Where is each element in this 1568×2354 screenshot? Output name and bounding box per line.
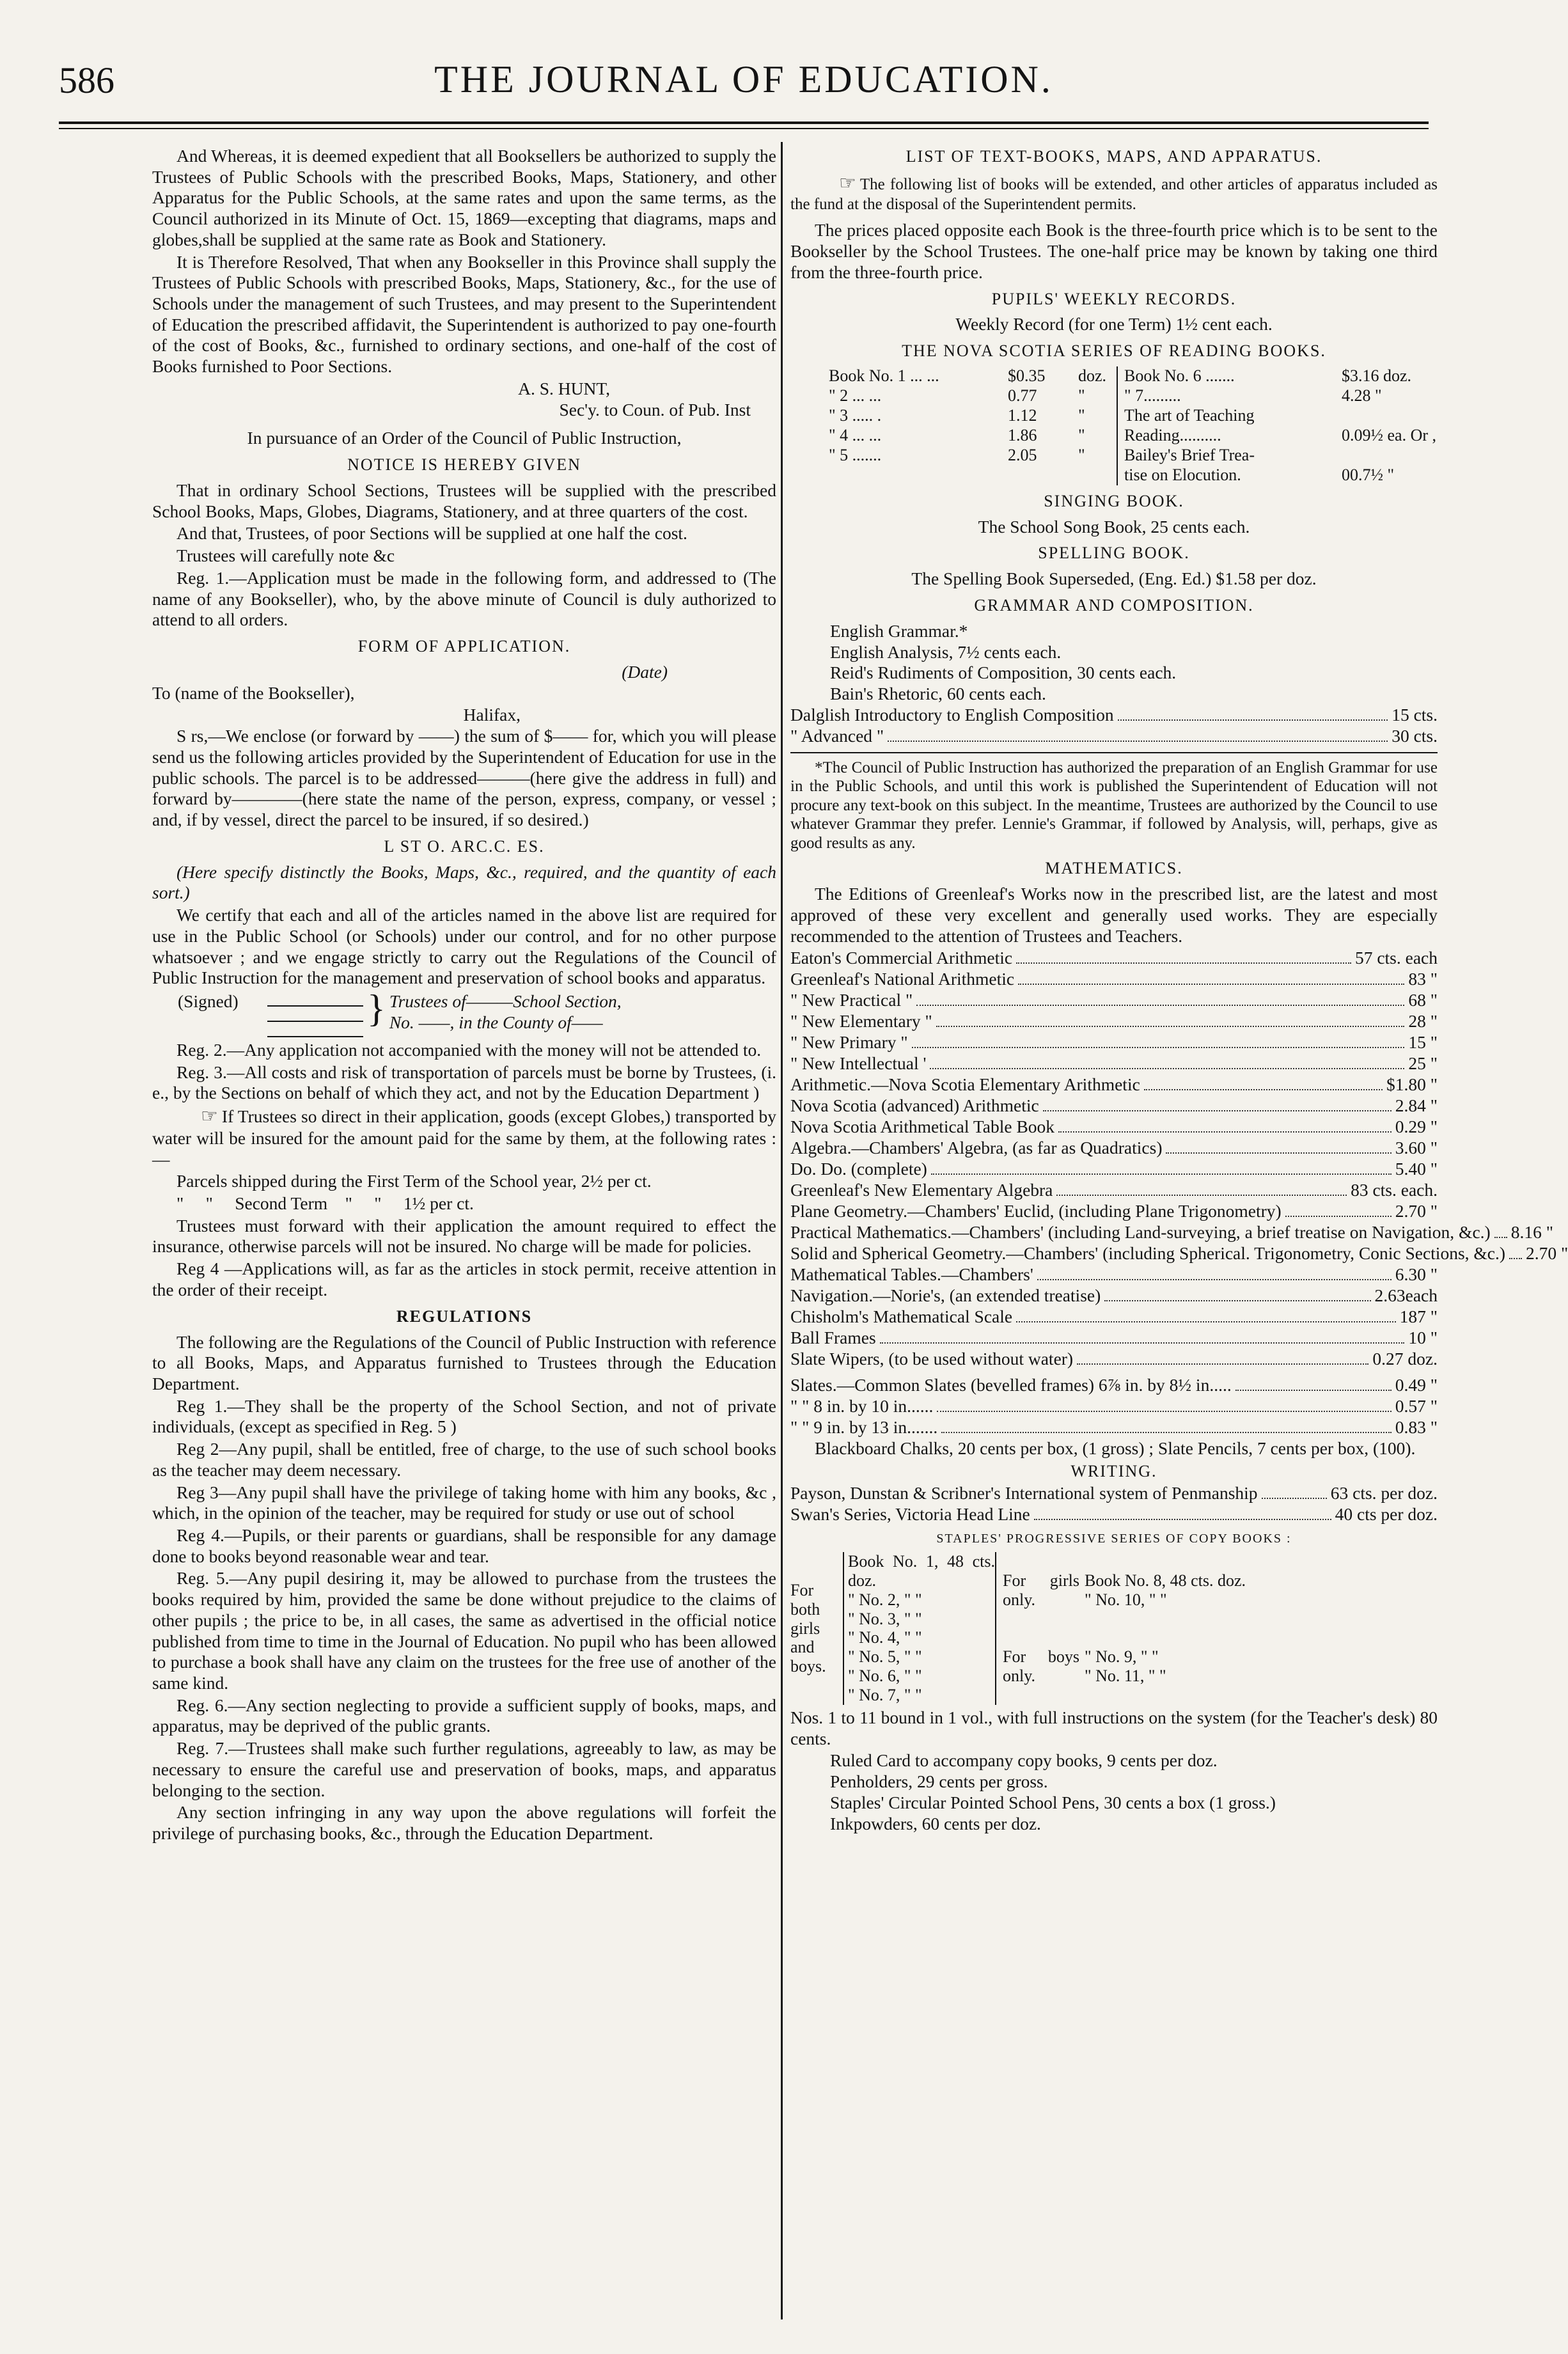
slate-item-price: 0.49 " (1395, 1375, 1438, 1395)
dot-leader (1262, 1498, 1327, 1499)
page-header (59, 52, 1429, 114)
signature-brace: } (367, 987, 386, 1030)
nova-scotia-series-heading: THE NOVA SCOTIA SERIES OF READING BOOKS. (902, 341, 1326, 361)
reader-row (1124, 406, 1438, 426)
math-item-price: 3.60 " (1395, 1138, 1438, 1158)
writing-item-row (790, 1504, 1438, 1525)
math-item-row (790, 1264, 1438, 1285)
weekly-record-line: Weekly Record (for one Term) 1½ cent each. (955, 314, 1273, 334)
dot-leader (1043, 1110, 1392, 1111)
copy-book-item: Book No. 1, 48 cts. doz. (848, 1551, 995, 1590)
misc-supply-item: Ruled Card to accompany copy books, 9 cents per doz. (830, 1750, 1218, 1771)
copy-book-item: " No. 9, " " (1085, 1647, 1159, 1667)
reader-label: The art of Teaching (1124, 406, 1255, 425)
blackboard-line: Blackboard Chalks, 20 cents per box, (1 gross) ; Slate Pencils, 7 cents per box, (100). (815, 1438, 1416, 1459)
math-item-price: 0.27 doz. (1372, 1349, 1438, 1369)
math-item-row (790, 1095, 1438, 1117)
column-divider (781, 142, 783, 2319)
list-heading: L ST O. ARC.C. ES. (384, 836, 545, 856)
grammar-item: English Grammar.* (830, 621, 968, 641)
trustees-forward-paragraph: Trustees must forward with their application the amount required to effect the insurance, otherwise parcels will not be insured. No charge will be made for policies. (152, 1215, 776, 1257)
grammar-item: Bain's Rhetoric, 60 cents each. (830, 684, 1046, 704)
notice-paragraph-2: And that, Trustees, of poor Sections will be supplied at one half the cost. (176, 523, 687, 544)
reader-price (1342, 406, 1438, 426)
reader-label: Reading.......... (1124, 425, 1221, 444)
reading-books-left (790, 366, 1117, 485)
math-item-row (790, 948, 1438, 969)
dot-leader (1509, 1258, 1522, 1259)
math-item-label: Nova Scotia (advanced) Arithmetic (790, 1095, 1039, 1116)
slate-item-label: Slates.—Common Slates (bevelled frames) 6⅞ in. by 8½ in..... (790, 1375, 1232, 1395)
insurance-paragraph (152, 1105, 776, 1170)
nos-line: Nos. 1 to 11 bound in 1 vol., with full instructions on the system (for the Teacher's desk) 80 cents. (790, 1707, 1438, 1748)
math-item-price: 10 " (1408, 1328, 1438, 1348)
whereas-paragraph: And Whereas, it is deemed expedient that all Booksellers be authorized to supply the Trustees of Public Schools with the prescribed Books, Maps, Stationery, and other Apparatus for the Public Schools, at the same rates and upon the same terms, as the Council authorized in its Minute of Oct. 15, 1869—excepting that diagrams, maps and globes,shall be supplied at the same rate as Book and Stationery. (152, 146, 776, 249)
footnote-rule (790, 752, 1438, 753)
grammar-item: Reid's Rudiments of Composition, 30 cents each. (830, 663, 1177, 683)
reader-price: 00.7½ " (1342, 465, 1395, 484)
reader-label: Bailey's Brief Trea- (1124, 445, 1255, 464)
reader-unit: " (1078, 425, 1085, 444)
math-item-price: 0.29 " (1395, 1117, 1438, 1137)
reader-price: 2.05 (1008, 445, 1037, 464)
math-item-row (790, 1222, 1553, 1243)
writing-item-label: Swan's Series, Victoria Head Line (790, 1504, 1030, 1525)
reader-row (1124, 426, 1438, 446)
reader-label: " 3 ..... . (829, 406, 882, 425)
math-item-label: " New Intellectual ' (790, 1053, 927, 1074)
reader-price: $3.16 doz. (1342, 366, 1412, 386)
pursuance-line: In pursuance of an Order of the Council of Public Instruction, (247, 428, 682, 448)
misc-supply-item: Staples' Circular Pointed School Pens, 30 cents a box (1 gross.) (830, 1792, 1276, 1812)
dot-leader (888, 741, 1388, 742)
reader-row (829, 426, 1117, 446)
writing-heading: WRITING. (1070, 1462, 1157, 1481)
copy-book-item: " No. 11, " " (1085, 1667, 1166, 1686)
grammar-heading: GRAMMAR AND COMPOSITION. (974, 596, 1254, 615)
dot-leader (1104, 1300, 1370, 1301)
reader-row (1124, 366, 1438, 386)
reader-price: 1.12 (1008, 406, 1037, 425)
dot-leader (1016, 962, 1351, 964)
signed-number: No. ——, in the County of—— (389, 1012, 603, 1032)
dot-leader (1018, 984, 1404, 985)
notice-paragraph-3: Trustees will carefully note &c (176, 545, 395, 566)
form-heading: FORM OF APPLICATION. (357, 637, 571, 656)
pointing-hand-icon: ☞ (839, 172, 856, 194)
copy-book-item: " No. 5, " " (848, 1647, 922, 1667)
right-column (790, 146, 1568, 1834)
reg4-paragraph: Reg 4 —Applications will, as far as the articles in stock permit, receive attention in the order of their receipt. (152, 1259, 776, 1299)
dot-leader (912, 1047, 1405, 1048)
copy-book-item: " No. 3, " " (848, 1609, 922, 1628)
math-item-label: Chisholm's Mathematical Scale (790, 1306, 1013, 1327)
math-item-row (790, 1117, 1438, 1138)
reg3-paragraph: Reg. 3.—All costs and risk of transportation of parcels must be borne by Trustees, (i. e., by the Sections on behalf of which they act, and not by the Education Department ) (152, 1062, 776, 1103)
regulation-1: Reg 1.—They shall be the property of the School Section, and not of private individuals, (except as specified in Reg. 5 ) (152, 1395, 776, 1437)
regulation-4: Reg 4.—Pupils, or their parents or guardians, shall be responsible for any damage done to books beyond reasonable wear and tear. (152, 1525, 776, 1566)
reader-row (1124, 466, 1438, 485)
insurance-text: If Trustees so direct in their application, goods (except Globes,) transported by water will be insured for the amount paid for the same by them, at the following rates :— (152, 1106, 776, 1169)
misc-supply-item: Penholders, 29 cents per gross. (830, 1771, 1048, 1792)
spelling-line: The Spelling Book Superseded, (Eng. Ed.) $1.58 per doz. (911, 569, 1317, 589)
reader-row (829, 446, 1117, 466)
math-item-label: " New Primary " (790, 1032, 908, 1053)
copy-group-both: For both girls and boys. (790, 1580, 826, 1676)
dot-leader (941, 1432, 1392, 1433)
dot-leader (937, 1411, 1391, 1412)
regulation-5: Reg. 5.—Any pupil desiring it, may be allowed to purchase from the trustees the books required by him, provided the same be done without prejudice to the claims of other pupils ; the price to be, in all cases, the same as advertised in the official notice published from time to time in the Journal of Education. No pupil who has been allowed to purchase a book shall have any claim on the trustees for the free use of another of the same kind. (152, 1568, 776, 1693)
forfeit-paragraph: Any section infringing in any way upon the above regulations will forfeit the privilege of purchasing books, &c., through the Education Department. (152, 1802, 776, 1844)
grammar-priced-label: Dalglish Introductory to English Composition (790, 704, 1114, 725)
math-item-row (790, 1180, 1438, 1201)
regulation-3: Reg 3—Any pupil shall have the privilege of taking home with him any books, &c , which, in the opinion of the teacher, may be required for study or use out of school (152, 1482, 776, 1523)
parcels-first-term: Parcels shipped during the First Term of the School year, 2½ per ct. (176, 1171, 652, 1191)
form-halifax: Halifax, (463, 705, 521, 725)
mathematics-heading: MATHEMATICS. (1045, 859, 1183, 878)
reg2-paragraph: Reg. 2.—Any application not accompanied with the money will not be attended to. (176, 1039, 762, 1060)
reader-row (829, 386, 1117, 406)
dot-leader (931, 1173, 1392, 1175)
math-item-row (790, 1138, 1438, 1159)
math-item-label: " New Elementary " (790, 1011, 932, 1032)
math-item-row (790, 1306, 1438, 1328)
math-item-label: Algebra.—Chambers' Algebra, (as far as Quadratics) (790, 1138, 1163, 1158)
parcels-second-term: " " Second Term " " 1½ per ct. (176, 1193, 474, 1213)
left-column (152, 146, 776, 1846)
copy-books-both-list (843, 1552, 995, 1705)
dot-leader (1037, 1279, 1392, 1280)
copy-book-item: " No. 10, " " (1085, 1590, 1167, 1609)
reader-price: 4.28 " (1342, 386, 1382, 405)
misc-supply-item: Inkpowders, 60 cents per doz. (830, 1813, 1041, 1833)
math-item-label: Navigation.—Norie's, (an extended treatise) (790, 1285, 1101, 1306)
reader-label: " 4 ... ... (829, 425, 882, 444)
grammar-item: English Analysis, 7½ cents each. (830, 641, 1062, 662)
copy-books-girls-list (1085, 1571, 1438, 1610)
following-text: The following list of books will be extended, and other articles of apparatus included as the fund at the disposal of the Superintendent permits. (790, 175, 1438, 213)
reader-price (1342, 446, 1438, 466)
signed-block (152, 987, 776, 1037)
reader-price: 0.77 (1008, 386, 1037, 405)
following-paragraph (790, 172, 1438, 214)
math-item-price: 2.70 " (1526, 1243, 1568, 1264)
signature-title: Sec'y. to Coun. of Pub. Inst (559, 399, 751, 420)
math-item-label: Nova Scotia Arithmetical Table Book (790, 1117, 1055, 1137)
writing-price-list (790, 1483, 1438, 1525)
math-item-price: 5.40 " (1395, 1159, 1438, 1179)
copy-book-item: " No. 6, " " (848, 1667, 922, 1686)
math-item-row (790, 1032, 1438, 1053)
math-item-label: Plane Geometry.—Chambers' Euclid, (including Plane Trigonometry) (790, 1201, 1282, 1221)
form-sir-paragraph: S rs,—We enclose (or forward by ——) the sum of $—— for, which you will please send us the following articles provided by the Superintendent of Education for use in the public schools. The parcel is to be addressed———(here give the address in full) and forward by————(here state the name of the person, express, company, or vessel ; and, if by vessel, direct the parcel to be insured, if so desired.) (152, 726, 776, 829)
misc-supplies-list (790, 1750, 1438, 1834)
writing-item-label: Payson, Dunstan & Scribner's International system of Penmanship (790, 1483, 1258, 1503)
math-item-row (790, 1011, 1438, 1032)
copy-books-gendered (1079, 1552, 1438, 1705)
math-item-price: 2.70 " (1395, 1201, 1438, 1221)
mathematics-price-list (790, 948, 1568, 1370)
reader-row (829, 406, 1117, 426)
copy-book-item: " No. 4, " " (848, 1628, 922, 1647)
math-item-price: 6.30 " (1395, 1264, 1438, 1285)
regulation-7: Reg. 7.—Trustees shall make such further regulations, agreeably to law, as may be necessary to ensure the careful use and preservation of books, maps, and apparatus belonging to the section. (152, 1738, 776, 1800)
math-item-label: Practical Mathematics.—Chambers' (including Land-surveying, a brief treatise on Navigation, &c.) (790, 1222, 1491, 1243)
reader-label: Book No. 6 ....... (1124, 366, 1235, 386)
dot-leader (1016, 1321, 1396, 1322)
dot-leader (1494, 1237, 1507, 1238)
prices-paragraph: The prices placed opposite each Book is the three-fourth price which is to be sent to the Bookseller by the School Trustees. The one-half price may be known by taking one third from the three-fourth price. (790, 220, 1438, 282)
reader-label: Book No. 1 ... ... (829, 366, 939, 386)
math-item-price: 187 " (1399, 1306, 1438, 1327)
dot-leader (916, 1005, 1404, 1006)
dot-leader (1166, 1152, 1391, 1154)
grammar-priced-list (790, 705, 1438, 747)
math-item-price: 15 " (1408, 1032, 1438, 1053)
dot-leader (1077, 1363, 1368, 1365)
grammar-priced-label: " Advanced " (790, 725, 884, 746)
slate-item-row (790, 1417, 1438, 1438)
math-item-label: " New Practical " (790, 990, 913, 1010)
dot-leader (1058, 1131, 1392, 1133)
grammar-list (790, 621, 1438, 705)
math-item-row (790, 1159, 1438, 1180)
math-item-price: 8.16 " (1510, 1222, 1553, 1243)
reader-unit: " (1078, 386, 1085, 405)
journal-title: THE JOURNAL OF EDUCATION. (434, 58, 1053, 100)
math-item-label: Mathematical Tables.—Chambers' (790, 1264, 1033, 1285)
singing-line: The School Song Book, 25 cents each. (978, 516, 1250, 537)
reader-unit: " (1078, 445, 1085, 464)
certify-paragraph: We certify that each and all of the articles named in the above list are required for use in the Public School (or Schools) under our control, and for no other purpose whatsoever ; and we engage strictly to carry out the Regulations of the Council of Public Instruction for the management and preservation of school books and apparatus. (152, 905, 776, 988)
header-rule-thin (59, 128, 1429, 129)
math-item-label: Eaton's Commercial Arithmetic (790, 948, 1013, 968)
specify-paragraph: (Here specify distinctly the Books, Maps, &c., required, and the quantity of each sort.) (152, 861, 776, 903)
reader-row (1124, 446, 1438, 466)
writing-item-row (790, 1483, 1438, 1504)
math-item-label: Ball Frames (790, 1328, 876, 1348)
reg1-paragraph: Reg. 1.—Application must be made in the following form, and addressed to (The name of any Bookseller), who, by the above minute of Council is duly authorized to attend to all orders. (152, 567, 776, 630)
signature-lines (267, 991, 363, 1037)
staples-heading: STAPLES' PROGRESSIVE SERIES OF COPY BOOKS : (936, 1532, 1292, 1546)
copy-group-boys: For boys only. (1003, 1647, 1079, 1686)
resolved-paragraph: It is Therefore Resolved, That when any Bookseller in this Province shall supply the Trustees of Public Schools with prescribed Books, Maps, Stationery, &c., for the use of Schools under the management of such Trustees, and may present to the Superintendent of Education the prescribed affidavit, the Superintendent is authorized to pay one-fourth of the cost of Books, &c., furnished to ordinary sections, and one-half of the cost of Books furnished to Poor Sections. (152, 251, 776, 377)
slate-item-price: 0.57 " (1395, 1396, 1438, 1416)
regulations-intro: The following are the Regulations of the Council of Public Instruction with reference to all Books, Maps, and Apparatus furnished to Trustees through the Education Department. (152, 1331, 776, 1393)
math-item-row (790, 1074, 1438, 1095)
reader-label: " 2 ... ... (829, 386, 882, 405)
form-to: To (name of the Bookseller), (152, 682, 355, 703)
math-item-price: 83 cts. each. (1351, 1180, 1438, 1200)
slates-price-list (790, 1375, 1438, 1438)
math-item-row (790, 1285, 1438, 1306)
mathematics-paragraph: The Editions of Greenleaf's Works now in the prescribed list, are the latest and most approved of these very excellent and generally used works. They are especially recommended to the attention of Trustees and Teachers. (790, 884, 1438, 946)
math-item-label: Slate Wipers, (to be used without water) (790, 1349, 1074, 1369)
dot-leader (1235, 1390, 1392, 1391)
form-date: (Date) (622, 661, 668, 682)
regulations-heading: REGULATIONS (396, 1306, 533, 1326)
math-item-label: Arithmetic.—Nova Scotia Elementary Arithmetic (790, 1074, 1140, 1095)
slate-item-label: " " 9 in. by 13 in....... (790, 1417, 938, 1438)
dot-leader (1056, 1195, 1347, 1196)
dot-leader (880, 1342, 1405, 1344)
signed-label: (Signed) (178, 991, 239, 1011)
pointing-hand-icon: ☞ (201, 1106, 218, 1127)
weekly-records-heading: PUPILS' WEEKLY RECORDS. (991, 289, 1237, 308)
math-item-row (790, 1349, 1438, 1370)
writing-item-price: 63 cts. per doz. (1330, 1483, 1438, 1503)
spelling-heading: SPELLING BOOK. (1038, 544, 1190, 563)
dot-leader (1118, 719, 1388, 721)
signature-name: A. S. HUNT, (518, 378, 610, 398)
math-item-row (790, 969, 1438, 990)
math-item-label: Greenleaf's National Arithmetic (790, 969, 1015, 989)
copy-book-item: " No. 7, " " (848, 1686, 922, 1705)
math-item-row (790, 990, 1438, 1011)
slate-item-label: " " 8 in. by 10 in...... (790, 1396, 934, 1416)
copy-books-table (790, 1552, 1438, 1705)
signed-trustees: Trustees of———School Section, (389, 991, 622, 1011)
header-rule-thick (59, 122, 1429, 124)
page-number: 586 (59, 59, 114, 101)
math-item-row (790, 1053, 1438, 1074)
math-item-label: Greenleaf's New Elementary Algebra (790, 1180, 1053, 1200)
writing-item-price: 40 cts per doz. (1335, 1504, 1438, 1525)
reading-books-right (1117, 366, 1438, 485)
singing-heading: SINGING BOOK. (1044, 491, 1184, 510)
notice-paragraph-1: That in ordinary School Sections, Trustees will be supplied with the prescribed School Books, Maps, Globes, Diagrams, Stationery, and at three quarters of the cost. (152, 480, 776, 521)
textbooks-list-heading: LIST OF TEXT-BOOKS, MAPS, AND APPARATUS. (906, 147, 1322, 166)
math-item-price: 2.63each (1374, 1285, 1438, 1306)
copy-book-item: Book No. 8, 48 cts. doz. (1085, 1571, 1246, 1590)
grammar-priced-row (790, 705, 1438, 726)
math-item-row (790, 1243, 1568, 1264)
reader-label: " 7......... (1124, 386, 1181, 405)
dot-leader (930, 1068, 1404, 1069)
math-item-price: $1.80 " (1386, 1074, 1438, 1095)
math-item-price: 83 " (1408, 969, 1438, 989)
math-item-price: 28 " (1408, 1011, 1438, 1032)
slate-item-row (790, 1396, 1438, 1417)
dot-leader (1285, 1216, 1392, 1217)
dot-leader (1144, 1089, 1383, 1090)
slate-item-price: 0.83 " (1395, 1417, 1438, 1438)
reader-unit: doz. (1078, 366, 1107, 386)
math-item-row (790, 1201, 1438, 1222)
grammar-footnote: *The Council of Public Instruction has authorized the preparation of an English Grammar for use in the Public Schools, and until this work is published the Superintendent of Education will not procure any text-book on this subject. In the meantime, Trustees are authorized by the Council to use whatever Grammar they prefer. Lennie's Grammar, if followed by Analysis, will, perhaps, give as good results as any. (790, 758, 1438, 852)
math-item-price: 68 " (1408, 990, 1438, 1010)
grammar-priced-price: 15 cts. (1392, 704, 1438, 725)
dot-leader (1034, 1519, 1331, 1520)
dot-leader (936, 1026, 1405, 1027)
math-item-label: Solid and Spherical Geometry.—Chambers' (including Spherical. Trigonometry, Conic Sections, &c.) (790, 1243, 1506, 1264)
copy-books-boys-list (1085, 1647, 1438, 1686)
reader-row (829, 366, 1117, 386)
reader-price: $0.35 (1008, 366, 1046, 386)
notice-heading: NOTICE IS HEREBY GIVEN (347, 455, 581, 475)
regulation-6: Reg. 6.—Any section neglecting to provide a sufficient supply of books, maps, and apparatus, may be deprived of the public grants. (152, 1695, 776, 1736)
math-item-price: 2.84 " (1395, 1095, 1438, 1116)
reader-label: " 5 ....... (829, 445, 882, 464)
copy-group-girls: For girls only. (1003, 1571, 1079, 1609)
reader-unit: " (1078, 406, 1085, 425)
math-item-price: 25 " (1408, 1053, 1438, 1074)
grammar-priced-row (790, 726, 1438, 747)
reader-row (1124, 386, 1438, 406)
copy-group-labels (995, 1552, 1079, 1705)
reader-price: 0.09½ ea. Or , (1342, 425, 1437, 444)
reading-books-table (790, 366, 1438, 485)
regulation-2: Reg 2—Any pupil, shall be entitled, free of charge, to the use of such school books as the teacher may deem necessary. (152, 1439, 776, 1480)
math-item-label: Do. Do. (complete) (790, 1159, 927, 1179)
slate-item-row (790, 1375, 1438, 1396)
reader-price: 1.86 (1008, 425, 1037, 444)
grammar-priced-price: 30 cts. (1392, 725, 1438, 746)
math-item-row (790, 1328, 1438, 1349)
reader-label: tise on Elocution. (1124, 465, 1241, 484)
copy-book-item: " No. 2, " " (848, 1590, 922, 1609)
math-item-price: 57 cts. each (1354, 948, 1438, 968)
